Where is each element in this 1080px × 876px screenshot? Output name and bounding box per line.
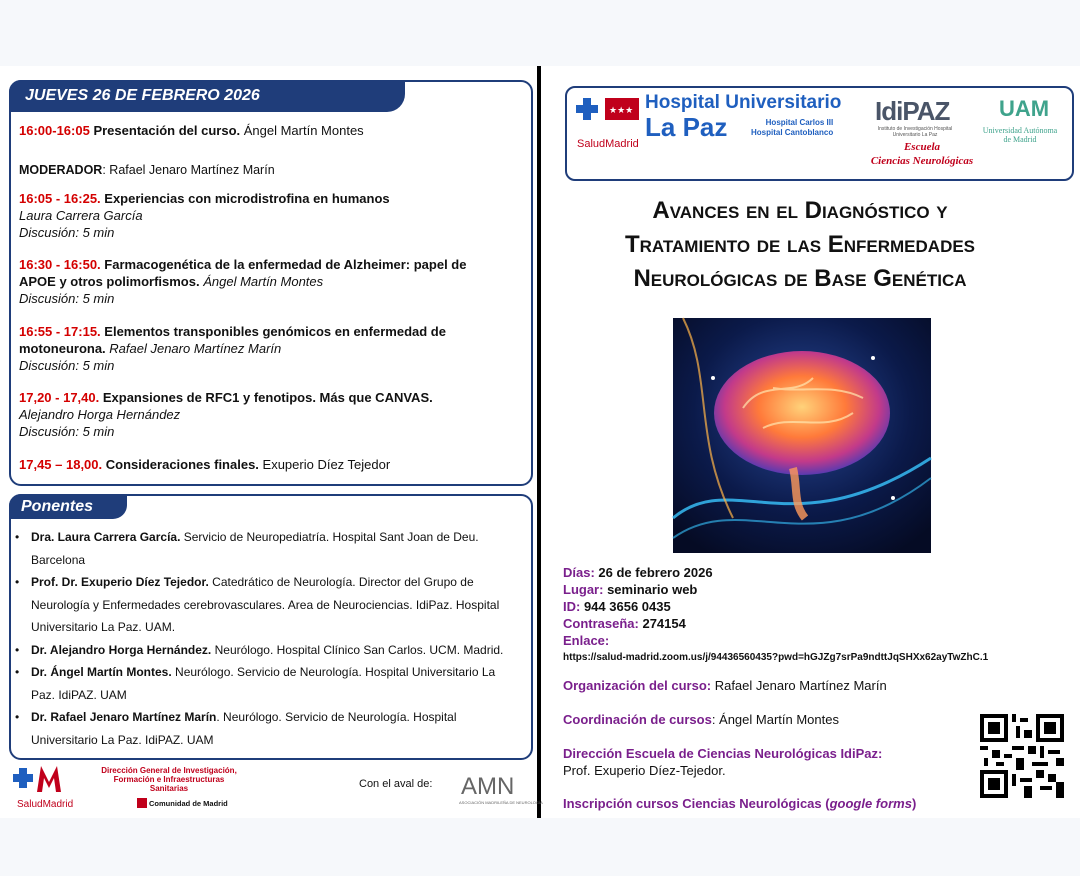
svg-text:★★★: ★★★ xyxy=(609,105,634,115)
hospital-title-la-paz: La Paz xyxy=(645,112,728,142)
schedule-item: 16:30 - 16:50. Farmacogenética de la enfermedad de Alzheimer: papel de APOE y otros polimorfismos. Ángel Martín Montes Discusión: 5 min xyxy=(19,257,467,306)
comunidad-flag-icon xyxy=(137,798,147,808)
salud-madrid-logo xyxy=(15,764,89,810)
google-forms-link[interactable]: google forms xyxy=(829,796,912,811)
schedule-item: 16:55 - 17:15. Elementos transponibles genómicos en enfermedad de motoneurona. Rafael Jenaro Martínez Marín Discusión: 5 min xyxy=(19,324,446,373)
hospital-title: Hospital Universitario xyxy=(645,92,842,113)
brain-dna-illustration xyxy=(673,318,931,553)
schedule-panel xyxy=(9,80,533,486)
comunidad-text: Comunidad de Madrid xyxy=(149,799,228,808)
idipaz-subtitle: Instituto de Investigación Hospital Universitario La Paz xyxy=(877,126,953,138)
qr-code-icon[interactable] xyxy=(980,714,1064,798)
svg-text:ASOCIACIÓN MADRILEÑA DE NEUROL: ASOCIACIÓN MADRILEÑA DE NEUROLOGÍA xyxy=(459,800,543,805)
uam-logo: UAM xyxy=(999,96,1050,121)
amn-logo xyxy=(457,766,543,810)
schedule-item: 17,45 – 18,00. Consideraciones finales. Exuperio Díez Tejedor xyxy=(19,457,391,472)
direccion-general-text: Dirección General de Investigación, Formación e Infraestructuras Sanitarias xyxy=(101,766,237,793)
footer-logos xyxy=(9,762,543,814)
speaker-item: • Dr. Rafael Jenaro Martínez Marín. Neurólogo. Servicio de Neurología. Hospital Universitario La Paz. IdiPAZ. UAM xyxy=(11,706,521,751)
course-title: Avances en el Diagnóstico y Tratamiento de las Enfermedades Neurológicas de Base Genética xyxy=(624,197,976,292)
registration-line[interactable]: Inscripción cursos Ciencias Neurológicas (google forms) xyxy=(563,796,917,811)
course-details: Días: 26 de febrero 2026 Lugar: seminario web ID: 944 3656 0435 Contraseña: 274154 Enlace: https://salud-madrid.zoom.us/j/94436560435?pwd=hGJZg7srPa9ndttJqSHXx62ayTwZhC.1 xyxy=(563,564,988,666)
idipaz-logo: IdiPAZ xyxy=(875,96,950,126)
course-flyer xyxy=(0,66,1080,818)
aval-text: Con el aval de: xyxy=(359,778,433,790)
schedule-item: 16:05 - 16:25. Experiencias con microdistrofina en humanos Laura Carrera García Discusión: 5 min xyxy=(19,191,390,240)
salud-madrid-text: SaludMadrid xyxy=(577,138,639,150)
hospital-subtitle: Hospital Carlos III Hospital Cantoblanco xyxy=(751,118,834,137)
svg-text:AMN: AMN xyxy=(461,773,515,800)
organization-line: Organización del curso: Rafael Jenaro Martínez Marín xyxy=(563,678,887,693)
direction-line: Dirección Escuela de Ciencias Neurológicas IdiPaz: Prof. Exuperio Díez-Tejedor. xyxy=(563,746,883,778)
svg-text:SaludMadrid: SaludMadrid xyxy=(17,799,74,810)
salud-madrid-logo xyxy=(577,94,643,138)
schedule-date-banner: JUEVES 26 DE FEBRERO 2026 xyxy=(9,80,405,112)
uam-subtitle: Universidad Autónoma de Madrid xyxy=(982,126,1058,144)
zoom-link[interactable]: https://salud-madrid.zoom.us/j/94436560435?pwd=hGJZg7srPa9ndttJqSHXx62ayTwZhC.1 xyxy=(563,652,989,663)
schedule-item: 17,20 - 17,40. Expansiones de RFC1 y fenotipos. Más que CANVAS. Alejandro Horga Hernández Discusión: 5 min xyxy=(19,390,433,439)
escuela-label: Escuela Ciencias Neurológicas xyxy=(870,141,974,167)
moderator-line: MODERADOR: Rafael Jenaro Martínez Marín xyxy=(19,163,275,177)
speakers-panel xyxy=(9,494,533,760)
coordination-line: Coordinación de cursos: Ángel Martín Montes xyxy=(563,712,839,727)
schedule-item: 16:00-16:05 Presentación del curso. Ángel Martín Montes xyxy=(19,123,364,138)
speaker-item: • Dr. Ángel Martín Montes. Neurólogo. Servicio de Neurología. Hospital Universitario La Paz. IdiPAZ. UAM xyxy=(11,661,521,706)
speaker-item: • Dr. Alejandro Horga Hernández. Neurólogo. Hospital Clínico San Carlos. UCM. Madrid. xyxy=(11,639,521,662)
speakers-list xyxy=(11,526,521,751)
column-divider xyxy=(537,66,541,818)
speakers-heading: Ponentes xyxy=(9,494,127,519)
speaker-item: • Prof. Dr. Exuperio Díez Tejedor. Catedrático de Neurología. Director del Grupo de Neurología y Enfermedades cerebrovasculares. Area de Neurociencias. IdiPaz. Hospital Universitario La Paz. UAM. xyxy=(11,571,521,639)
speaker-item: • Dra. Laura Carrera García. Servicio de Neuropediatría. Hospital Sant Joan de Deu. Barcelona xyxy=(11,526,521,571)
institution-header xyxy=(565,86,1074,181)
